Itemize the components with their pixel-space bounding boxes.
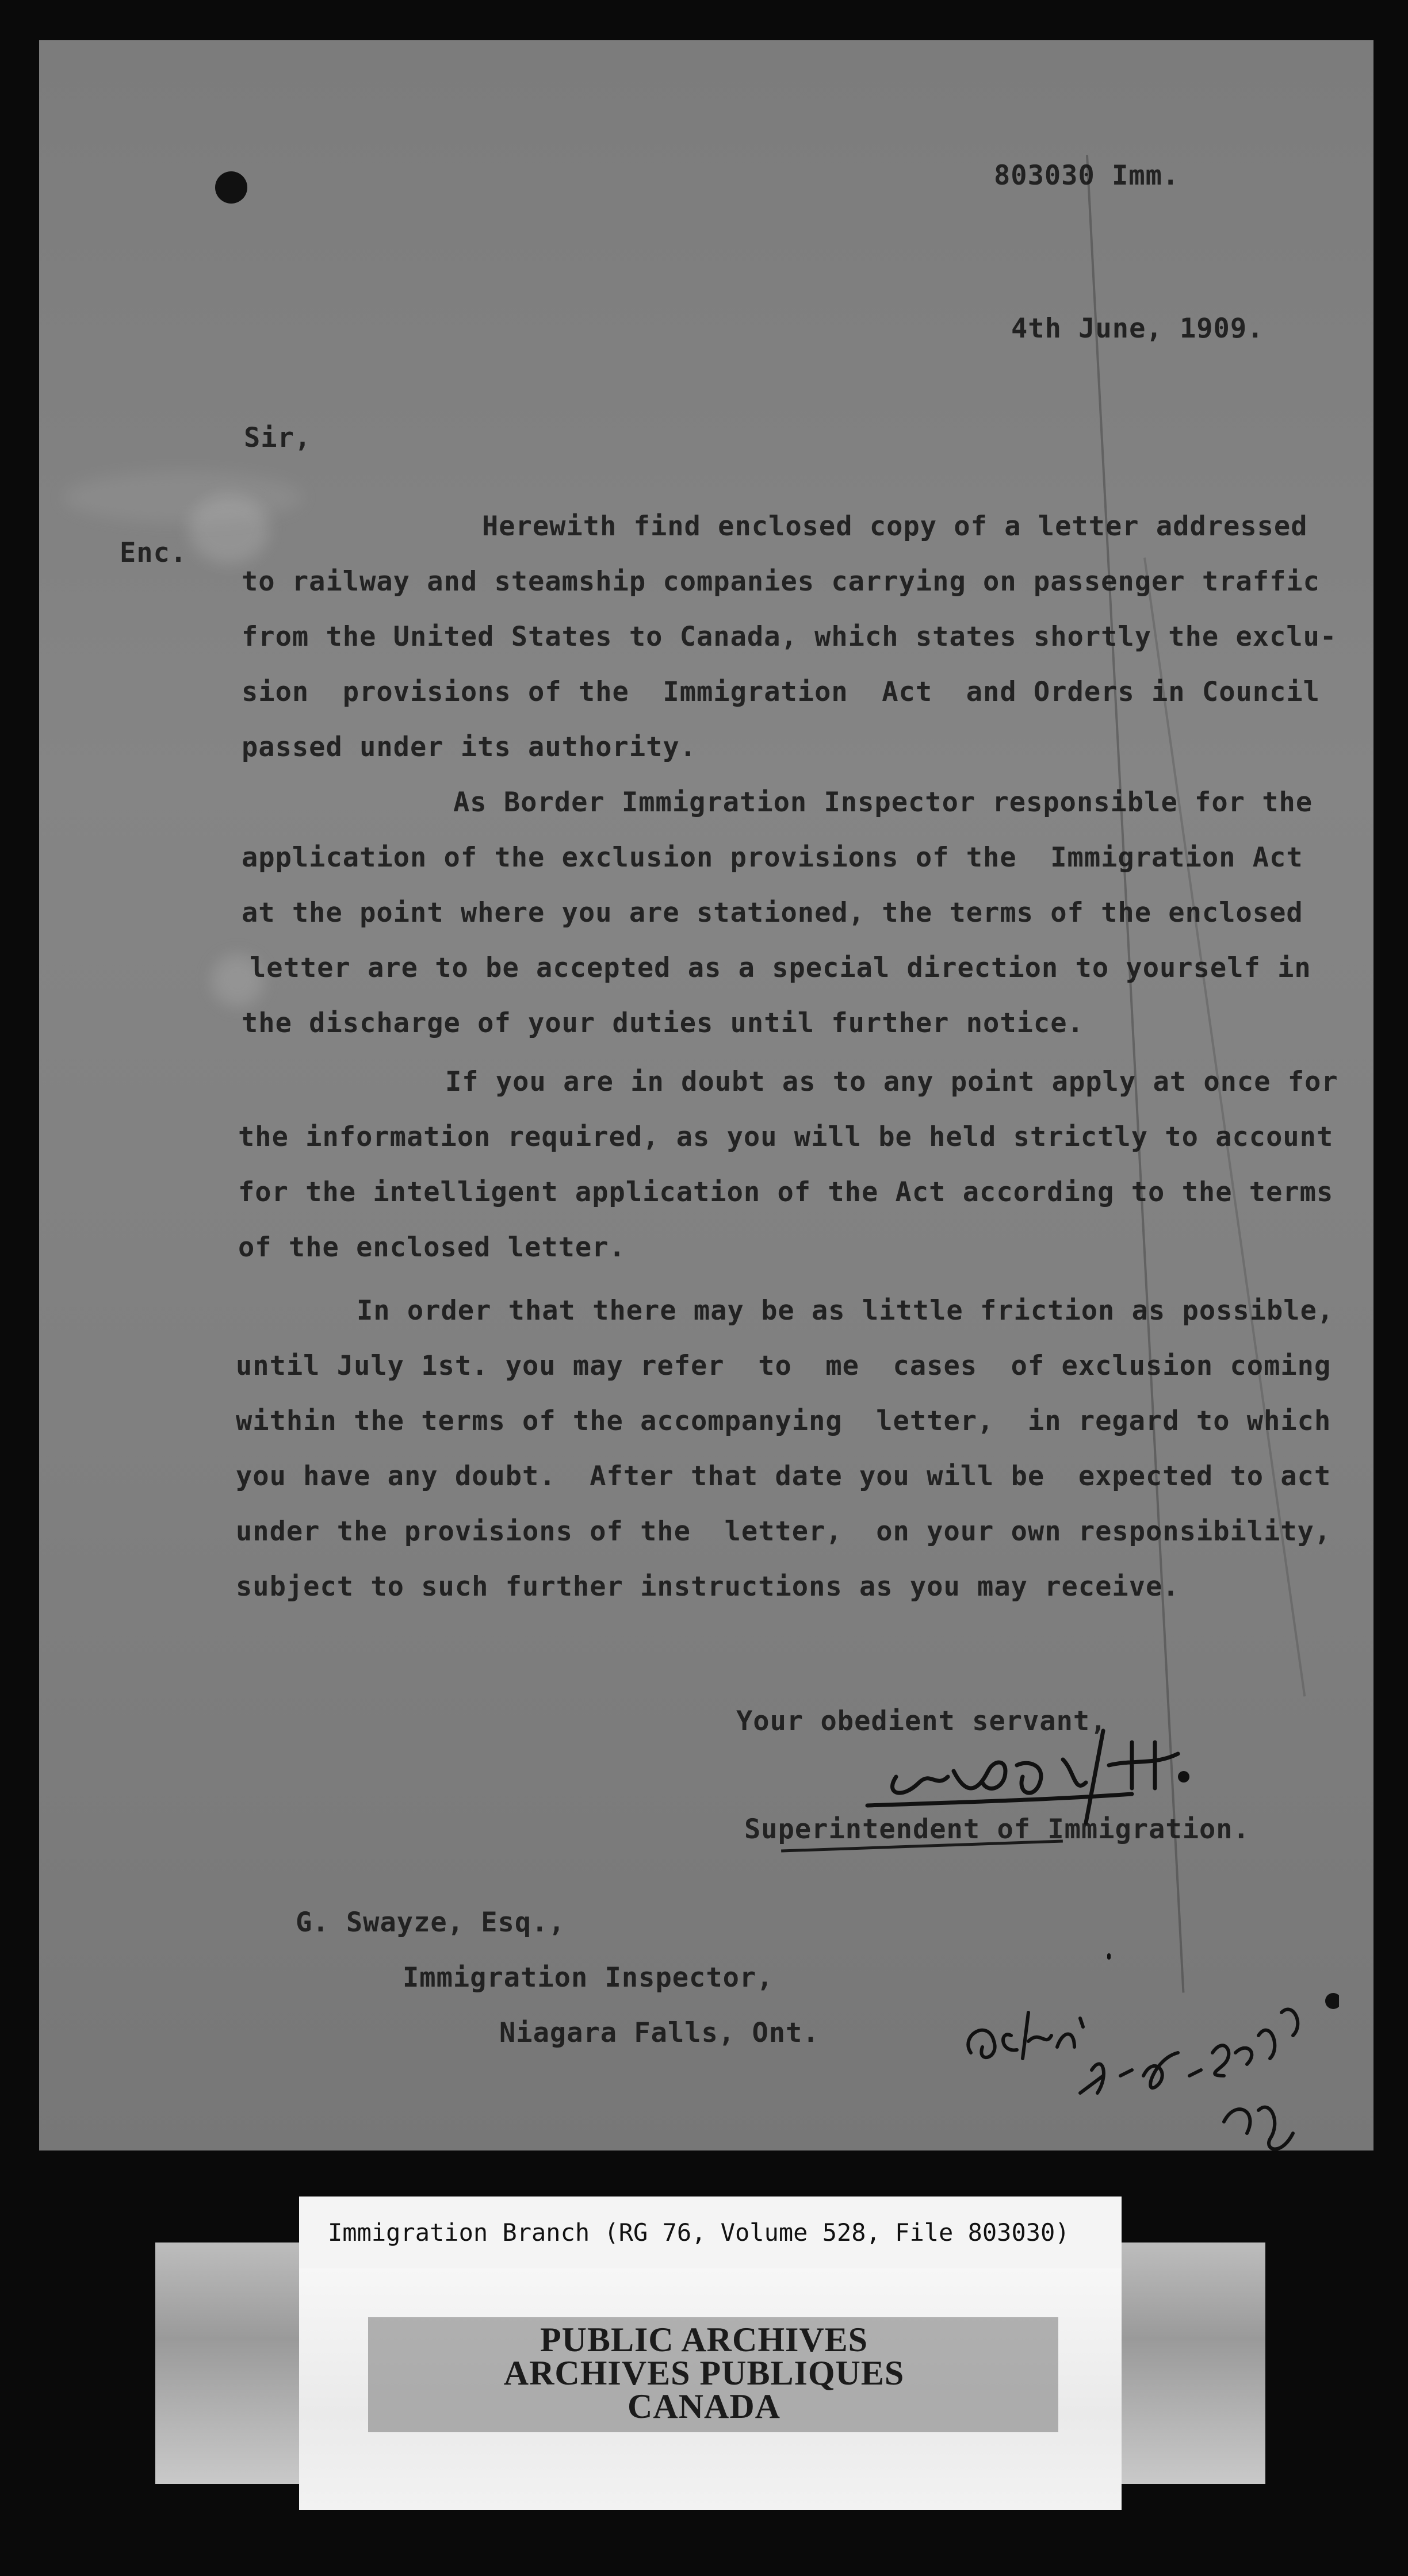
body-line: sion provisions of the Immigration Act and Orders in Council <box>242 676 1320 708</box>
body-line: Herewith find enclosed copy of a letter addressed <box>482 511 1308 542</box>
letter-date: 4th June, 1909. <box>1011 313 1264 344</box>
salutation: Sir, <box>244 422 312 454</box>
body-line: at the point where you are stationed, the terms of the enclosed <box>242 897 1303 929</box>
body-line: passed under its authority. <box>242 731 697 763</box>
addressee-title: Immigration Inspector, <box>403 1962 774 1994</box>
addressee-place: Niagara Falls, Ont. <box>499 2017 820 2049</box>
addressee-name: G. Swayze, Esq., <box>296 1907 565 1938</box>
body-line: to railway and steamship companies carrying on passenger traffic <box>242 566 1320 597</box>
archive-stamp <box>0 2323 1408 2423</box>
file-reference: 803030 Imm. <box>994 160 1180 191</box>
signature-image <box>833 1708 1235 1857</box>
letter-page <box>39 40 1373 2150</box>
stamp-line: ARCHIVES PUBLIQUES <box>503 2354 905 2392</box>
paper-stain <box>62 471 304 523</box>
body-line: you have any doubt. After that date you will be expected to act <box>236 1460 1332 1492</box>
body-line: under the provisions of the letter, on your own responsibility, <box>236 1516 1332 1547</box>
stamp-line: CANADA <box>628 2387 780 2425</box>
body-line: from the United States to Canada, which states shortly the exclu- <box>242 621 1337 653</box>
body-line: As Border Immigration Inspector responsible for the <box>453 787 1313 818</box>
body-line: within the terms of the accompanying letter, in regard to which <box>236 1405 1332 1437</box>
signatory-title: Superintendent of Immigration. <box>744 1814 1250 1845</box>
enclosure-note: Enc. <box>120 537 188 569</box>
body-line: subject to such further instructions as you may receive. <box>236 1571 1180 1603</box>
handwritten-note-image <box>936 1903 1339 2150</box>
body-line: the discharge of your duties until further notice. <box>242 1007 1084 1039</box>
archive-caption: Immigration Branch (RG 76, Volume 528, File 803030) <box>328 2218 1070 2247</box>
punch-hole <box>215 171 247 204</box>
body-line: until July 1st. you may refer to me cases of exclusion coming <box>236 1350 1332 1382</box>
body-line: for the intelligent application of the Act according to the terms <box>238 1176 1334 1208</box>
body-line: application of the exclusion provisions of the Immigration Act <box>242 842 1303 873</box>
body-line: In order that there may be as little friction as possible, <box>357 1295 1334 1327</box>
body-line: of the enclosed letter. <box>238 1232 626 1263</box>
body-line: the information required, as you will be held strictly to account <box>238 1121 1334 1153</box>
archive-caption-strip <box>299 2196 1122 2268</box>
stamp-line: PUBLIC ARCHIVES <box>540 2321 868 2359</box>
body-line: If you are in doubt as to any point apply at once for <box>445 1066 1338 1098</box>
closing: Your obedient servant, <box>736 1705 1107 1737</box>
body-line: letter are to be accepted as a special direction to yourself in <box>250 952 1311 984</box>
